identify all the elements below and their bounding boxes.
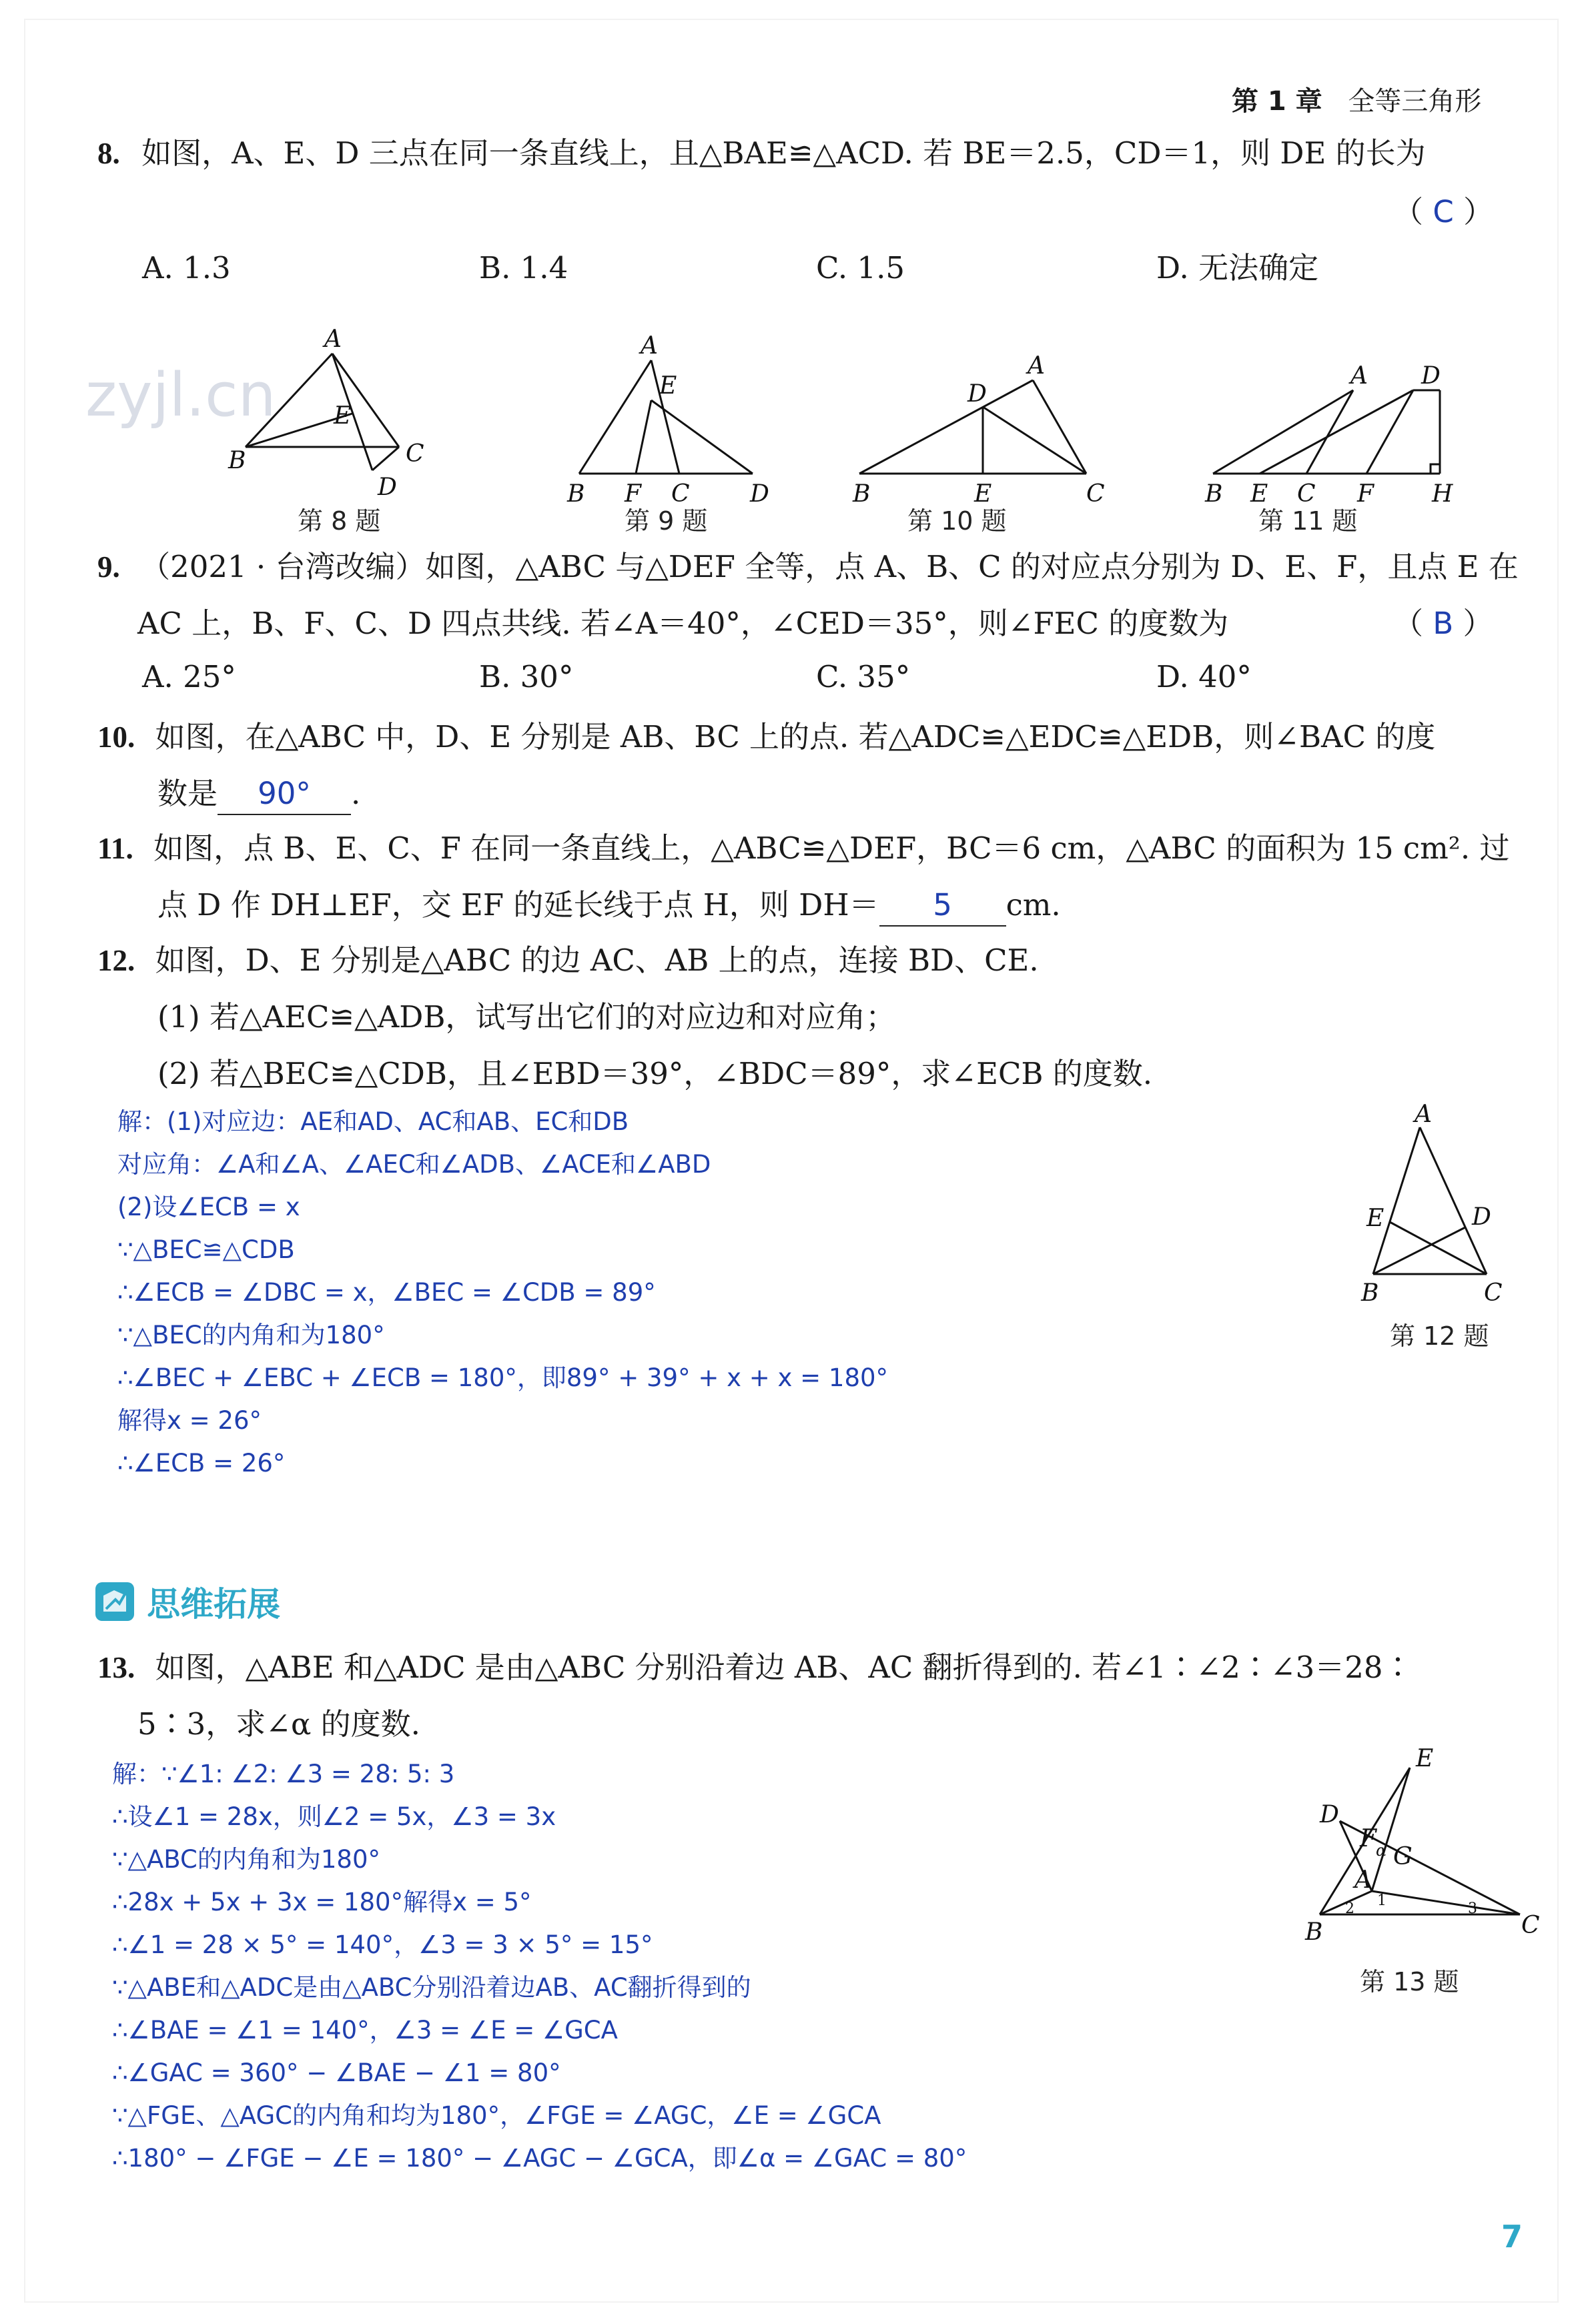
figure-9 <box>552 314 793 510</box>
q8-answer-slot <box>1393 192 1493 232</box>
fig11-label-a: A <box>1350 362 1368 390</box>
fig10-label-e: E <box>974 480 992 508</box>
q11-answer-blank: 5 <box>879 885 1006 927</box>
expand-icon <box>95 1582 134 1621</box>
q13-solution-line: ∴∠BAE = ∠1 = 140°，∠3 = ∠E = ∠GCA <box>112 2016 618 2045</box>
q13-solution-line: ∵△ABC的内角和为180° <box>112 1845 380 1874</box>
fig10-label-b: B <box>853 480 871 508</box>
q9-option-c: C. 35° <box>816 659 911 694</box>
fig9-label-b: B <box>567 480 585 508</box>
q13-text-line1: 如图，△ABE 和△ADC 是由△ABC 分别沿着边 AB、AC 翻折得到的. 若∠1∶∠2∶∠3＝28∶ <box>155 1650 1413 1685</box>
q11-line2 <box>157 885 1061 927</box>
fig13-label-c: C <box>1521 1912 1540 1939</box>
q12-solution-line: (2)设∠ECB = x <box>117 1193 300 1221</box>
q13-solution-line: ∴28x + 5x + 3x = 180°解得x = 5° <box>112 1888 532 1916</box>
caption-fig12: 第 12 题 <box>1390 1321 1489 1351</box>
fig12-label-a: A <box>1415 1101 1432 1128</box>
q11-number: 11. <box>97 832 133 865</box>
caption-fig9: 第 9 题 <box>625 506 708 536</box>
fig10-label-c: C <box>1086 480 1105 508</box>
section-header <box>95 1578 280 1626</box>
paren-open: （ <box>1393 606 1424 641</box>
q10-text-prefix: 数是 <box>157 776 218 811</box>
fig13-segment-ea <box>1372 1768 1410 1891</box>
fig11-label-f: F <box>1357 480 1374 508</box>
fig9-label-f: F <box>625 480 641 508</box>
figure-13-diagram <box>1293 1745 1547 1948</box>
figure-13 <box>1293 1745 1547 1950</box>
q11-line1 <box>97 828 1509 868</box>
fig11-label-d: D <box>1421 362 1441 390</box>
fig8-label-d: D <box>378 474 397 501</box>
fig13-label-a: A <box>1354 1866 1372 1894</box>
fig11-right-angle <box>1431 464 1440 474</box>
q9-answer: B <box>1433 606 1454 641</box>
figure-8-diagram <box>219 314 499 507</box>
q13-line1 <box>97 1648 1413 1688</box>
q11-text-prefix: 点 D 作 DH⊥EF，交 EF 的延长线于点 H，则 DH＝ <box>157 887 879 923</box>
q13-solution-line: 解：∵∠1: ∠2: ∠3 = 28: 5: 3 <box>112 1760 455 1788</box>
q9-text-line1: （2021 · 台湾改编）如图，△ABC 与△DEF 全等，点 A、B、C 的对应点分别为 D、E、F，且点 E 在 <box>140 549 1519 584</box>
fig12-segment-bd <box>1373 1227 1465 1274</box>
fig10-label-a: A <box>1028 352 1045 380</box>
page <box>25 20 1557 2301</box>
q13-solution-line: ∴∠GAC = 360° − ∠BAE − ∠1 = 80° <box>112 2059 561 2087</box>
fig10-segment-ba <box>859 380 1033 474</box>
q11-text-suffix: cm. <box>1006 887 1061 923</box>
q12-sub2: (2) 若△BEC≌△CDB，且∠EBD＝39°，∠BDC＝89°，求∠ECB 的度数. <box>157 1056 1153 1091</box>
figure-10 <box>833 314 1133 510</box>
q13-solution-line: ∴设∠1 = 28x，则∠2 = 5x，∠3 = 3x <box>112 1802 556 1831</box>
q12-solution-line: 解得x = 26° <box>117 1406 262 1435</box>
fig13-label-alpha: α <box>1376 1841 1387 1860</box>
q8-answer: C <box>1433 194 1454 229</box>
fig12-label-b: B <box>1361 1279 1379 1307</box>
fig11-label-c: C <box>1297 480 1316 508</box>
q8-stem <box>97 133 1426 173</box>
q10-answer-blank: 90° <box>218 774 351 815</box>
q12-solution <box>117 1101 888 1485</box>
caption-fig11: 第 11 题 <box>1258 506 1358 536</box>
page-number: 7 <box>1501 2219 1523 2255</box>
fig8-label-e: E <box>334 402 352 430</box>
caption-fig13: 第 13 题 <box>1360 1967 1459 1996</box>
fig8-label-a: A <box>324 326 342 353</box>
fig12-label-d: D <box>1472 1203 1491 1231</box>
q9-number: 9. <box>97 550 120 584</box>
q8-text: 如图，A、E、D 三点在同一条直线上，且△BAE≌△ACD. 若 BE＝2.5，CD＝1，则 DE 的长为 <box>141 135 1426 171</box>
running-header <box>1232 80 1481 118</box>
q12-solution-line: 对应角：∠A和∠A、∠AEC和∠ADB、∠ACE和∠ABD <box>117 1150 711 1179</box>
q9-option-a: A. 25° <box>142 659 236 694</box>
figure-11-diagram <box>1186 314 1467 507</box>
q10-line1 <box>97 717 1435 757</box>
q13-text-line2: 5∶3，求∠α 的度数. <box>137 1706 420 1742</box>
fig9-label-e: E <box>659 372 677 400</box>
q10-number: 10. <box>97 720 135 754</box>
fig13-label-g: G <box>1393 1843 1413 1870</box>
q13-solution-line: ∴180° − ∠FGE − ∠E = 180° − ∠AGC − ∠GCA，即∠α = ∠GAC = 80° <box>112 2144 967 2173</box>
q12-solution-line: ∵△BEC的内角和为180° <box>117 1321 385 1349</box>
fig8-label-c: C <box>406 440 424 468</box>
q13-solution-line: ∴∠1 = 28 × 5° = 140°，∠3 = 3 × 5° = 15° <box>112 1930 653 1959</box>
fig10-segment-ac <box>1033 380 1086 474</box>
q8-option-b: B. 1.4 <box>479 250 568 285</box>
paren-close: ） <box>1463 194 1494 229</box>
paren-open: （ <box>1393 194 1424 229</box>
q12-solution-line: ∴∠ECB = ∠DBC = x，∠BEC = ∠CDB = 89° <box>117 1278 656 1307</box>
q13-solution-line: ∵△ABE和△ADC是由△ABC分别沿着边AB、AC翻折得到的 <box>112 1973 751 2002</box>
fig8-segment-dc <box>372 447 399 470</box>
figure-12-diagram <box>1353 1101 1527 1307</box>
q13-number: 13. <box>97 1651 135 1684</box>
fig13-label-3: 3 <box>1468 1900 1477 1917</box>
q9-option-d: D. 40° <box>1156 659 1252 694</box>
caption-fig10: 第 10 题 <box>907 506 1007 536</box>
chapter-title: 全等三角形 <box>1348 86 1482 117</box>
q11-text-line1: 如图，点 B、E、C、F 在同一条直线上，△ABC≌△DEF，BC＝6 cm，△ABC 的面积为 15 cm². 过 <box>153 830 1510 866</box>
q10-line2 <box>157 774 360 815</box>
fig12-label-e: E <box>1366 1205 1384 1232</box>
fig13-label-e: E <box>1416 1745 1434 1772</box>
q10-text-line1: 如图，在△ABC 中，D、E 分别是 AB、BC 上的点. 若△ADC≌△EDC≌△EDB，则∠BAC 的度 <box>155 719 1436 754</box>
figure-10-diagram <box>833 314 1133 507</box>
q12-solution-line: ∴∠BEC + ∠EBC + ∠ECB = 180°，即89° + 39° + x + x = 180° <box>117 1363 889 1392</box>
watermark: zyjl.cn <box>85 360 276 430</box>
q12-text: 如图，D、E 分别是△ABC 的边 AC、AB 上的点，连接 BD、CE. <box>155 943 1039 978</box>
q12-solution-line: ∵△BEC≌△CDB <box>117 1235 295 1264</box>
fig11-label-b: B <box>1205 480 1223 508</box>
q9-option-b: B. 30° <box>479 659 574 694</box>
fig13-label-d: D <box>1320 1801 1339 1828</box>
q8-option-a: A. 1.3 <box>142 250 231 285</box>
q10-text-suffix: . <box>351 776 361 811</box>
q8-option-c: C. 1.5 <box>816 250 905 285</box>
section-title: 思维拓展 <box>147 1585 281 1624</box>
fig13-label-b: B <box>1305 1918 1323 1946</box>
q9-answer-slot <box>1393 604 1493 644</box>
fig10-segment-dc <box>983 407 1086 474</box>
q9-line1 <box>97 547 1519 587</box>
q8-option-d: D. 无法确定 <box>1156 250 1319 285</box>
fig11-label-e: E <box>1250 480 1268 508</box>
paren-close: ） <box>1463 606 1493 641</box>
q13-solution <box>112 1753 967 2180</box>
fig13-label-f: F <box>1360 1825 1376 1852</box>
fig13-label-1: 1 <box>1377 1892 1387 1909</box>
figure-8 <box>219 314 499 510</box>
fig9-label-d: D <box>750 480 769 508</box>
fig12-segment-ab <box>1373 1127 1420 1274</box>
fig9-label-a: A <box>641 332 658 360</box>
fig10-label-d: D <box>967 380 987 408</box>
fig12-label-c: C <box>1484 1279 1503 1307</box>
figure-9-diagram <box>552 314 793 507</box>
figure-12 <box>1353 1101 1527 1310</box>
fig11-label-h: H <box>1432 480 1453 508</box>
q9-text-line2: AC 上，B、F、C、D 四点共线. 若∠A＝40°，∠CED＝35°，则∠FEC 的度数为 <box>137 606 1229 641</box>
q8-number: 8. <box>97 137 120 170</box>
fig9-segment-ed <box>651 400 753 474</box>
q12-number: 12. <box>97 944 135 977</box>
fig11-segment-ac <box>1306 390 1353 474</box>
q12-solution-line: ∴∠ECB = 26° <box>117 1449 286 1478</box>
q13-solution-line: ∵△FGE、△AGC的内角和均为180°，∠FGE = ∠AGC，∠E = ∠GCA <box>112 2101 881 2130</box>
q12-solution-line: 解：(1)对应边：AE和AD、AC和AB、EC和DB <box>117 1107 629 1136</box>
caption-fig8: 第 8 题 <box>298 506 381 536</box>
fig12-segment-ac <box>1420 1127 1487 1274</box>
chapter-label: 第 1 章 <box>1232 86 1322 117</box>
fig8-label-b: B <box>228 447 246 474</box>
fig13-label-2: 2 <box>1345 1900 1354 1917</box>
fig9-segment-ef <box>636 400 651 474</box>
figure-11 <box>1186 314 1467 510</box>
q12-sub1: (1) 若△AEC≌△ADB，试写出它们的对应边和对应角； <box>157 999 896 1035</box>
q12-stem <box>97 941 1039 981</box>
fig8-segment-ac <box>332 354 399 447</box>
fig9-label-c: C <box>671 480 690 508</box>
